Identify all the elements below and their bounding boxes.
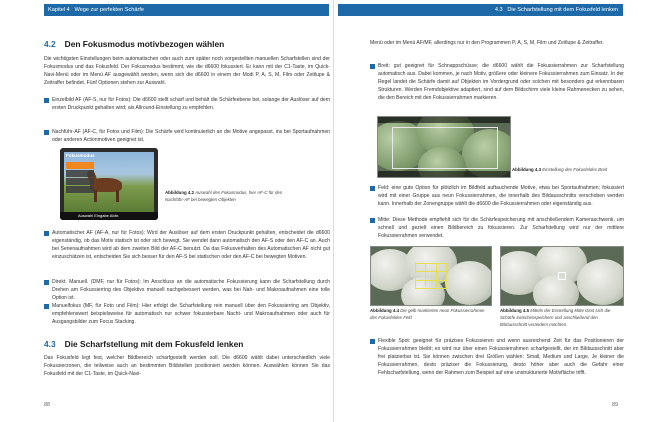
bullet-marker xyxy=(44,98,49,103)
menu-bottom-hints: Auswahl Eingabe Abbr. xyxy=(78,213,120,218)
section-title: Den Fokusmodus motivbezogen wählen xyxy=(64,39,225,49)
section-number: 4.2 xyxy=(44,39,56,49)
section-title: Die Scharfstellung mit dem Fokusfeld lenken xyxy=(507,7,618,13)
bullet-marker xyxy=(44,231,49,236)
section-number: 4.3 xyxy=(494,7,503,13)
bullet-marker xyxy=(370,186,375,191)
bullet-marker xyxy=(44,280,49,285)
caption-label: Abbildung 4.5 xyxy=(500,308,530,313)
menu-title: Fokusmodus xyxy=(66,153,95,158)
chapter-title: Wege zur perfekten Schärfe xyxy=(74,7,144,13)
center-af-point xyxy=(558,272,566,280)
bullet-marker xyxy=(370,218,375,223)
bullet-marker xyxy=(44,130,49,135)
bullet-marker xyxy=(370,64,375,69)
running-header xyxy=(44,4,329,16)
figure-caption xyxy=(370,308,490,322)
section-heading xyxy=(44,39,224,49)
section-number: 4.3 xyxy=(44,339,56,349)
menu-option xyxy=(66,186,94,193)
figure-caption xyxy=(165,190,285,204)
menu-option xyxy=(66,178,94,185)
bullet-flexible-spot: Flexible Spot: geeignet für präzises Fokussieren und wenn ausreichend Zeit für das Positionieren der Fokussierrahmen bleibt; es wird nur über einen Fokussierrahmen scharfgestellt, der im Bildausschnitt aber frei platzierbar ist. Sie können zwischen drei Größen wählen: Small, Medium und Large. Je kleiner die Fokussierrahmen, desto präziser die Fokussierung, desto höher aber auch die Gefahr einer Fehlscharfstellung, wenn der Rahmen zum Beispiel auf eine unstrukturierte Motivfläche trifft. xyxy=(378,338,624,377)
bullet-manuell: Manuelfokus (MF, für Foto und Film): Hier erfolgt die Scharfstellung rein manuell über den Fokussierring am Objektiv, empfehlenswert beispielsweise für automatisch nur schwer fokussierbare Nacht- und Makroaufnahmen oder auch für Ausgangsbilder zum Focus Stacking. xyxy=(52,303,330,326)
bullet-einzelbild: Einzelbild AF (AF-S, nur für Fotos): Die d6600 stellt scharf und behält die Schärfeebene bei, solange der Auslöser auf dem ersten Druckpunkt gehalten wird; als Allround-Einstellung zu empfehlen. xyxy=(52,97,330,112)
af-frame-wide xyxy=(392,127,498,169)
figure-mitte-screen xyxy=(500,246,624,306)
chapter-label: Kapitel 4 xyxy=(48,7,70,13)
figure-feld-screen xyxy=(370,246,492,306)
figure-caption xyxy=(500,308,622,328)
section-title: Die Scharfstellung mit dem Fokusfeld lenken xyxy=(64,339,244,349)
bullet-dmf: Direkt. Manuell. (DMF, nur für Fotos): Im Anschluss an die automatische Fokussierung kann die Scharfstellung durch Drehen am Fokussierring des Objektivs manuell nachgebessert werden, was bei Nah- und Makroaufnahmen eine tolle Option ist. xyxy=(52,279,330,302)
bullet-marker xyxy=(370,339,375,344)
menu-option-selected xyxy=(66,162,94,169)
paragraph-menu: Menü oder im Menü AF/MF, allerdings nur in den Programmen P, A, S, M, Film und Zeitlupe & Zeitraffer. xyxy=(370,40,604,46)
right-page xyxy=(334,0,668,422)
section-heading xyxy=(44,339,243,349)
bullet-feld: Feld: eine gute Option für plötzlich im Bildfeld auftauchende Motive, etwa bei Sportaufnahmen; fokussiert wird mit einer Gruppe aus neun Fokussierrahmen, die innerhalb des Bildausschnitts verschoben werden kann. Innerhalb der Zonengruppe wählt die d6600 die Fokussierrahmen oder eigenständig aus. xyxy=(378,185,624,208)
bullet-breit: Breit: gut geeignet für Schnappschüsse; die d6600 wählt die Fokussierrahmen zur Scharfstellung automatisch aus. Dabei kommen, je nach Motiv, größere oder kleinere Fokussierrahmen zum Einsatz. In der Regel landet die Schärfe damit auf Objekten im Vordergrund oder solchen mit besonders gut erkennbaren Strukturen. Werden Fremdobjektive adaptiert, sind auf dem Bildschirm viele kleine Rahmenecken zu sehen, die den Bereich mit den Fokussierrahmen markieren. xyxy=(378,63,624,102)
bullet-nachfuehr: Nachführ-AF (AF-C, für Fotos und Film): Die Schärfe wird kontinuierlich an die Motive angepasst, ins bei Sportaufnahmen oder anderen Actionmotiven geeignet ist. xyxy=(52,129,330,144)
caption-text: Die gelb markierten neun Fokussierrahmen des Fokusfeldes Feld xyxy=(370,308,485,320)
caption-text: Einstellung des Fokusfeldes Breit xyxy=(542,167,608,172)
caption-label: Abbildung 4.3 xyxy=(512,167,542,172)
page-number: 89 xyxy=(612,402,619,408)
bullet-marker xyxy=(44,304,49,309)
bullet-mitte: Mitte: Diese Methode empfiehlt sich für die Schärfespeicherung mit anschließendem Kameraschwenk, um schnell und gezielt einen Bildbereich zu fokussieren. Zur Scharfstellung wird nur der mittlere Fokussierrahmen verwendet. xyxy=(378,217,624,240)
caption-label: Abbildung 4.2 xyxy=(165,190,195,195)
figure-caption xyxy=(512,167,622,174)
caption-text: Mittels der Einstellung Mitte lässt sich die Schärfe zwischenspeichern und anschließend den Bildausschnitt verändern möchten. xyxy=(500,308,611,327)
menu-option xyxy=(66,170,94,177)
bullet-automatisch: Automatischer AF (AF-A, nur für Fotos): Wird der Auslöser auf dem ersten Druckpunkt gehalten, entscheidet die d6600 eigenständig, ob das Motiv statisch ist oder sich bewegt. Sie wendet dann automatisch den AF-S oder den AF-C an. Auch bei Serienaufnahmen wird ab dem zweiten Bild der AF-C benutzt. Da das Fokusverhalten des Automatischen AF nicht gut einzuschätzen ist, entscheiden Sie sich besser für den AF-S bei statischen oder den AF-C bei bewegten Motiven. xyxy=(52,230,330,261)
figure-breit-screen xyxy=(377,116,511,178)
running-header xyxy=(338,4,623,16)
page-number: 88 xyxy=(44,402,51,408)
paragraph-fokusfeld: Das Fokusfeld legt fest, welcher Bildbereich scharfgestellt werden soll. Die d6600 wählt dabei unterschiedlich viele Fokussierzonen, die teilweise auch an bestimmten Bildstellen positioniert werden können. Auswählen können Sie das Fokusfeld mit der C1-Taste, im Quick-Navi- xyxy=(44,355,330,378)
caption-label: Abbildung 4.4 xyxy=(370,308,400,313)
intro-paragraph: Die wichtigsten Einstellungen beim automatischen oder auch zum später noch vorgestellten manuellen Scharfstellen sind der Fokusmodus und das Fokusfeld. Der Fokusmodus bestimmt, wie die d6600 fokussiert. Er kann mit der C1-Taste, im Quick-Navi-Menü oder im Menü AF ausgewählt werden, wenn sich die d6600 in einem der Modi P, A, S, M, Film oder Zeitlupe & Zeitraffer befindet. Fünf Optionen stehen zur Auswahl. xyxy=(44,56,330,87)
caption-text: Auswahl des Fokusmodus, hier AF-C für den Nachführ-AF bei bewegten Objekten xyxy=(165,190,283,202)
figure-fokusmodus-screen xyxy=(60,148,158,220)
